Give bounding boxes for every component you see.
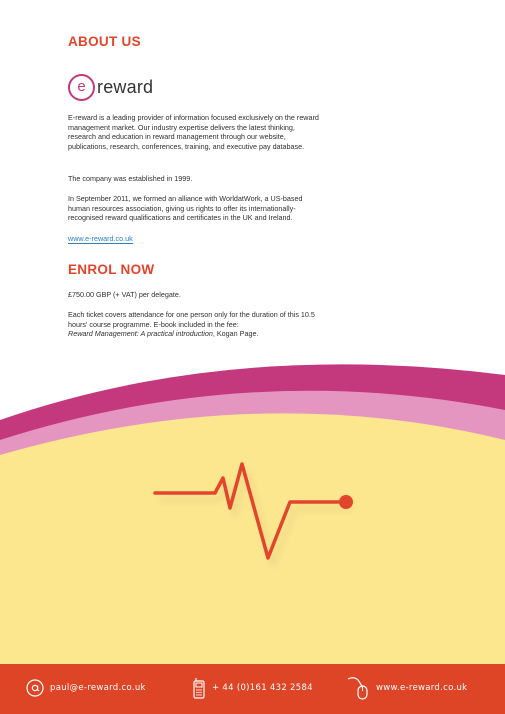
book-title: Reward Management: A practical introduction [68,329,213,339]
book-reference [68,329,323,339]
about-paragraph-2 [68,174,323,184]
footer-website[interactable] [346,678,467,698]
ticket-text: Each ticket covers attendance for one person only for the duration of this 10.5 hours' course programme. E-book included in the fee: [68,310,315,329]
price-text-block [68,290,323,300]
contact-footer [0,664,505,714]
about-text-3: In September 2011, we formed an alliance with WorldatWork, a US-based human resources association, giving us rights to offer its internationally-recognised reward qualifications and certificates in the UK and Ireland. [68,194,303,223]
about-text-2: The company was established in 1999. [68,174,193,183]
website-link-block [68,234,323,244]
e-reward-logo [68,70,153,104]
phone-number: + 44 (0)161 432 2584 [212,683,313,693]
website-address: www.e-reward.co.uk [376,683,468,693]
price-text: £750.00 GBP (+ VAT) per delegate. [68,290,181,299]
mouse-icon [346,676,370,700]
footer-phone[interactable] [192,678,313,698]
about-text-1: E-reward is a leading provider of information focused exclusively on the reward management market. Our industry expertise delivers the latest thinking, research and education in reward management through our website, publications, research, conferences, training, and executive pay database. [68,113,319,152]
mobile-phone-icon [192,677,206,699]
about-paragraph-1 [68,113,323,152]
at-sign-icon [26,679,44,697]
ticket-text-block [68,310,323,339]
yellow-background [0,413,505,670]
logo-word: reward [97,76,154,97]
email-address: paul@e-reward.co.uk [50,683,146,693]
logo-letter: e [68,74,95,101]
enrol-heading: ENROL NOW [68,262,155,277]
about-heading: ABOUT US [68,34,141,49]
book-publisher: , Kogan Page. [212,329,259,339]
website-link[interactable]: www.e-reward.co.uk [68,234,133,243]
footer-email[interactable] [26,678,146,698]
decorative-waves [0,350,505,670]
about-paragraph-3 [68,194,323,223]
